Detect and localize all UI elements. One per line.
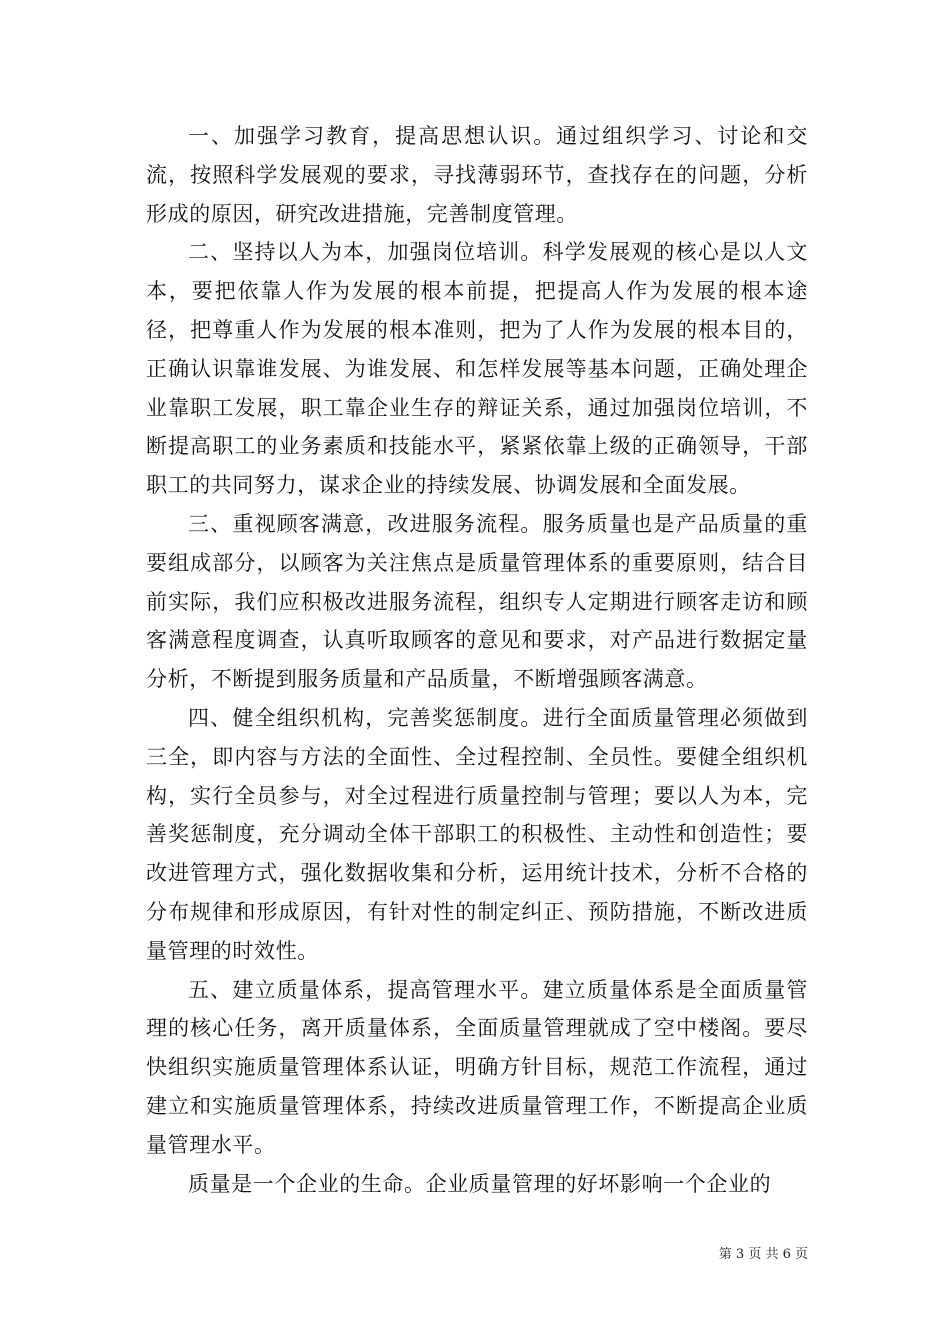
paragraph-5: 五、建立质量体系，提高管理水平。建立质量体系是全面质量管理的核心任务，离开质量体系，全面质量管理就成了空中楼阁。要尽快组织实施质量管理体系认证，明确方针目标，规范工作流程，通过建立和实施质量管理体系，持续改进质量管理工作，不断提高企业质量管理水平。 bbox=[146, 977, 808, 1157]
page-number-footer: 第 3 页 共 6 页 bbox=[718, 1247, 808, 1262]
document-body bbox=[146, 117, 808, 1203]
paragraph-4: 四、健全组织机构，完善奖惩制度。进行全面质量管理必须做到三全，即内容与方法的全面性、全过程控制、全员性。要健全组织机构，实行全员参与，对全过程进行质量控制与管理；要以人为本，完善奖惩制度，充分调动全体干部职工的积极性、主动性和创造性；要改进管理方式，强化数据收集和分析，运用统计技术，分析不合格的分布规律和形成原因，有针对性的制定纠正、预防措施，不断改进质量管理的时效性。 bbox=[146, 705, 808, 963]
paragraph-3: 三、重视顾客满意，改进服务流程。服务质量也是产品质量的重要组成部分，以顾客为关注焦点是质量管理体系的重要原则，结合目前实际，我们应积极改进服务流程，组织专人定期进行顾客走访和顾客满意程度调查，认真听取顾客的意见和要求，对产品进行数据定量分析，不断提到服务质量和产品质量，不断增强顾客满意。 bbox=[146, 511, 808, 692]
paragraph-2: 二、坚持以人为本，加强岗位培训。科学发展观的核心是以人文本，要把依靠人作为发展的根本前提，把提高人作为发展的根本途径，把尊重人作为发展的根本准则，把为了人作为发展的根本目的，正确认识靠谁发展、为谁发展、和怎样发展等基本问题，正确处理企业靠职工发展，职工靠企业生存的辩证关系，通过加强岗位培训，不断提高职工的业务素质和技能水平，紧紧依靠上级的正确领导，干部职工的共同努力，谋求企业的持续发展、协调发展和全面发展。 bbox=[146, 240, 808, 498]
paragraph-6: 质量是一个企业的生命。企业质量管理的好坏影响一个企业的 bbox=[188, 1171, 772, 1196]
paragraph-1: 一、加强学习教育，提高思想认识。通过组织学习、讨论和交流，按照科学发展观的要求，寻找薄弱环节，查找存在的问题，分析形成的原因，研究改进措施，完善制度管理。 bbox=[146, 124, 808, 226]
